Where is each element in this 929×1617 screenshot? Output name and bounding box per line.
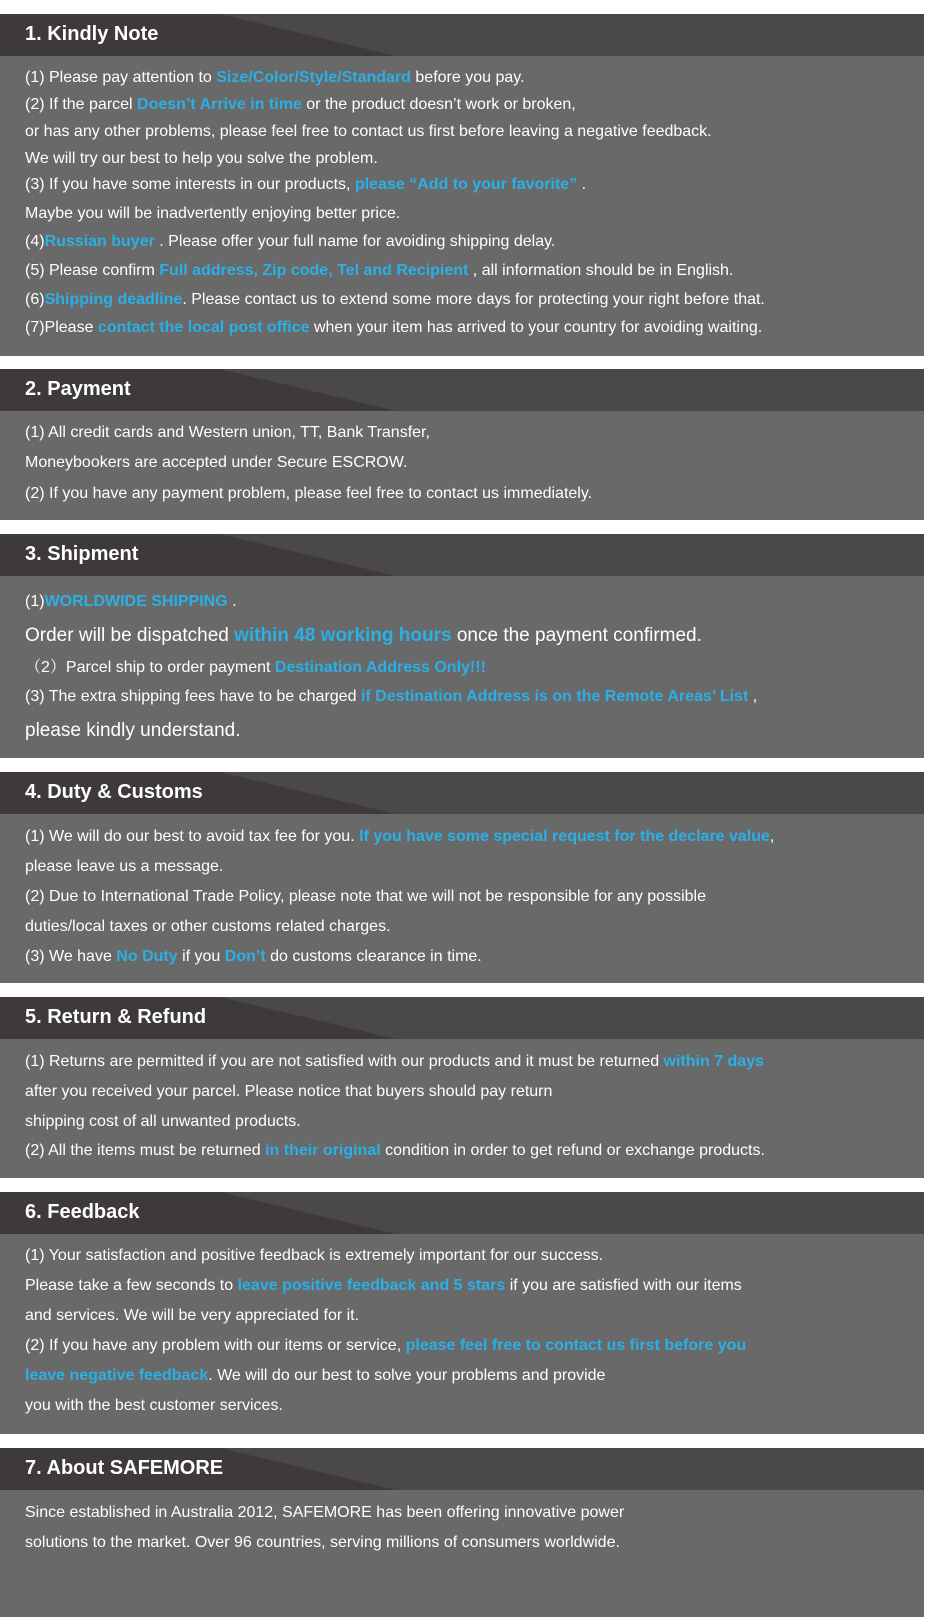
section-header xyxy=(0,772,924,814)
line-text: . We will do our best to solve your problems and provide xyxy=(208,1367,606,1384)
section-title: 3. Shipment xyxy=(25,543,139,565)
text-line xyxy=(25,1533,620,1553)
section-header xyxy=(0,1192,924,1234)
highlighted-text: leave negative feedback xyxy=(25,1367,209,1384)
highlighted-text: leave positive feedback and 5 stars xyxy=(237,1277,506,1294)
text-line xyxy=(25,318,762,338)
text-line xyxy=(25,1246,603,1266)
line-text: (2) If the parcel xyxy=(25,96,138,113)
line-text: . xyxy=(577,176,587,193)
highlighted-text: within 7 days xyxy=(663,1053,764,1070)
line-text: shipping cost of all unwanted products. xyxy=(25,1113,301,1130)
text-line xyxy=(25,453,407,473)
text-line xyxy=(25,95,576,115)
line-text: if you xyxy=(177,948,225,965)
highlighted-text: within 48 working hours xyxy=(234,625,452,646)
line-text: (1) Returns are permitted if you are not satisfied with our products and it must be returned xyxy=(25,1053,664,1070)
section-4 xyxy=(0,772,924,983)
section-header xyxy=(0,1448,924,1490)
text-line xyxy=(25,122,712,142)
header-accent-band xyxy=(220,1448,924,1490)
line-text: (4) xyxy=(25,233,45,250)
line-text: Since established in Australia 2012, SAFEMORE has been offering innovative power xyxy=(25,1504,625,1521)
line-text: do customs clearance in time. xyxy=(265,948,482,965)
text-line xyxy=(25,917,391,937)
line-text: Maybe you will be inadvertently enjoying better price. xyxy=(25,205,401,222)
line-text: after you received your parcel. Please notice that buyers should pay return xyxy=(25,1083,553,1100)
text-line xyxy=(25,68,525,88)
line-text: (6) xyxy=(25,291,45,308)
line-text: We will try our best to help you solve the problem. xyxy=(25,150,378,167)
line-text: duties/local taxes or other customs related charges. xyxy=(25,918,391,935)
highlighted-text: WORLDWIDE SHIPPING xyxy=(44,593,228,610)
section-title: 5. Return & Refund xyxy=(25,1006,207,1028)
highlighted-text: if Destination Address is on the Remote Areas’ List xyxy=(360,688,749,705)
text-line xyxy=(25,626,702,646)
text-line xyxy=(25,1082,552,1102)
line-text: (1) We will do our best to avoid tax fee for you. xyxy=(25,828,360,845)
line-text: when your item has arrived to your country for avoiding waiting. xyxy=(309,319,763,336)
large-text: Order will be dispatched xyxy=(25,625,235,646)
line-text: once the payment confirmed. xyxy=(451,625,702,646)
line-text: (2) All the items must be returned xyxy=(25,1142,266,1159)
line-text: . xyxy=(227,593,237,610)
section-header xyxy=(0,997,924,1039)
section-3 xyxy=(0,534,924,758)
line-text: . Please offer your full name for avoiding shipping delay. xyxy=(154,233,556,250)
section-header xyxy=(0,369,924,411)
line-text: （2）Parcel ship to order payment xyxy=(25,659,275,676)
text-line xyxy=(25,947,482,967)
highlighted-text: No Duty xyxy=(116,948,178,965)
text-line xyxy=(25,827,774,847)
text-line xyxy=(25,1141,765,1161)
highlighted-text: Shipping deadline xyxy=(44,291,183,308)
line-text: if you are satisfied with our items xyxy=(505,1277,742,1294)
text-line xyxy=(25,1336,746,1356)
highlighted-text: If you have some special request for the declare value xyxy=(359,828,770,845)
section-header xyxy=(0,534,924,576)
highlighted-text: please feel free to contact us first before you xyxy=(405,1337,747,1354)
section-title: 1. Kindly Note xyxy=(25,23,159,45)
text-line xyxy=(25,721,240,741)
line-text: Moneybookers are accepted under Secure ESCROW. xyxy=(25,454,408,471)
section-7 xyxy=(0,1448,924,1617)
text-line xyxy=(25,1306,359,1326)
line-text: (5) Please confirm xyxy=(25,262,160,279)
header-accent-band xyxy=(220,369,924,411)
highlighted-text: Don’t xyxy=(224,948,266,965)
line-text: condition in order to get refund or exchange products. xyxy=(380,1142,765,1159)
line-text: solutions to the market. Over 96 countries, serving millions of consumers worldwide. xyxy=(25,1534,620,1551)
section-title: 6. Feedback xyxy=(25,1201,140,1223)
text-line xyxy=(25,423,430,443)
line-text: . Please contact us to extend some more days for protecting your right before that. xyxy=(182,291,765,308)
text-line xyxy=(25,658,486,678)
line-text: (1) All credit cards and Western union, TT, Bank Transfer, xyxy=(25,424,430,441)
highlighted-text: contact the local post office xyxy=(97,319,310,336)
section-title: 2. Payment xyxy=(25,378,131,400)
section-1 xyxy=(0,14,924,356)
highlighted-text: Size/Color/Style/Standard xyxy=(216,69,411,86)
header-accent-band xyxy=(220,14,924,56)
line-text: (1) Your satisfaction and positive feedback is extremely important for our success. xyxy=(25,1247,604,1264)
line-text: (1) Please pay attention to xyxy=(25,69,217,86)
text-line xyxy=(25,687,757,707)
text-line xyxy=(25,1366,605,1386)
text-line xyxy=(25,1396,283,1416)
large-text: please kindly understand. xyxy=(25,720,241,741)
line-text: and services. We will be very appreciated for it. xyxy=(25,1307,360,1324)
line-text: (2) Due to International Trade Policy, please note that we will not be responsible for any possible xyxy=(25,888,706,905)
header-accent-band xyxy=(220,997,924,1039)
text-line xyxy=(25,1276,742,1296)
line-text: , xyxy=(769,828,775,845)
text-line xyxy=(25,204,400,224)
text-line xyxy=(25,1503,624,1523)
highlighted-text: Russian buyer xyxy=(44,233,155,250)
line-text: (3) We have xyxy=(25,948,117,965)
section-2 xyxy=(0,369,924,520)
line-text: you with the best customer services. xyxy=(25,1397,283,1414)
text-line xyxy=(25,1052,764,1072)
line-text: , xyxy=(748,688,758,705)
text-line xyxy=(25,484,592,504)
line-text: , all information should be in English. xyxy=(468,262,734,279)
highlighted-text: Destination Address Only!!! xyxy=(274,659,486,676)
line-text: or the product doesn’t work or broken, xyxy=(301,96,576,113)
section-6 xyxy=(0,1192,924,1434)
line-text: or has any other problems, please feel free to contact us first before leaving a negative feedback. xyxy=(25,123,712,140)
section-title: 7. About SAFEMORE xyxy=(25,1457,224,1479)
line-text: before you pay. xyxy=(410,69,525,86)
text-line xyxy=(25,149,378,169)
text-line xyxy=(25,175,586,195)
line-text: (1) xyxy=(25,593,45,610)
line-text: (3) The extra shipping fees have to be charged xyxy=(25,688,361,705)
header-accent-band xyxy=(220,534,924,576)
section-5 xyxy=(0,997,924,1178)
line-text: (3) If you have some interests in our products, xyxy=(25,176,355,193)
highlighted-text: in their original xyxy=(265,1142,381,1159)
text-line xyxy=(25,857,223,877)
text-line xyxy=(25,592,237,612)
line-text: (2) If you have any payment problem, please feel free to contact us immediately. xyxy=(25,485,593,502)
text-line xyxy=(25,1112,301,1132)
line-text: Please take a few seconds to xyxy=(25,1277,238,1294)
text-line xyxy=(25,261,733,281)
section-header xyxy=(0,14,924,56)
section-title: 4. Duty & Customs xyxy=(25,781,203,803)
text-line xyxy=(25,290,765,310)
text-line xyxy=(25,232,555,252)
line-text: please leave us a message. xyxy=(25,858,224,875)
header-accent-band xyxy=(220,1192,924,1234)
highlighted-text: please “Add to your favorite” xyxy=(354,176,578,193)
line-text: (7)Please xyxy=(25,319,98,336)
text-line xyxy=(25,887,706,907)
header-accent-band xyxy=(220,772,924,814)
highlighted-text: Doesn’t Arrive in time xyxy=(137,96,302,113)
line-text: (2) If you have any problem with our items or service, xyxy=(25,1337,406,1354)
highlighted-text: Full address, Zip code, Tel and Recipient xyxy=(159,262,469,279)
